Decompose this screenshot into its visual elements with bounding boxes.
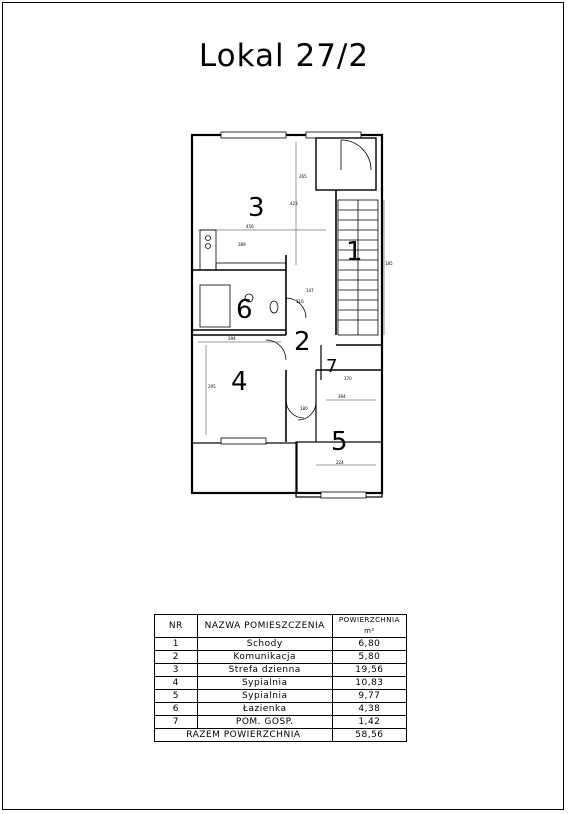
dim-label: 116 — [296, 299, 304, 304]
room-area: 5,80 — [332, 651, 406, 664]
door-swing — [341, 140, 371, 170]
dim-label: 423 — [290, 201, 298, 206]
header-nr: NR — [155, 615, 198, 638]
outer-wall — [192, 135, 382, 493]
room-nr: 2 — [155, 651, 198, 664]
room-name: Komunikacja — [197, 651, 332, 664]
room-nr: 6 — [155, 703, 198, 716]
header-name: NAZWA POMIESZCZENIA — [197, 615, 332, 638]
window-top-right — [306, 132, 361, 138]
page-title: Lokal 27/2 — [198, 38, 370, 74]
dim-label: 170 — [344, 376, 352, 381]
room-nr: 5 — [155, 690, 198, 703]
table-row — [155, 703, 407, 716]
room-nr: 7 — [155, 716, 198, 729]
room-area: 6,80 — [332, 638, 406, 651]
room-name: Łazienka — [197, 703, 332, 716]
room-label-5: 5 — [331, 427, 348, 457]
room-label-3: 3 — [248, 193, 265, 223]
table-total-row — [155, 729, 407, 742]
dim-label: 224 — [336, 460, 344, 465]
room-name: Schody — [197, 638, 332, 651]
dim-label: 295 — [208, 384, 216, 389]
dim-label: 147 — [306, 288, 314, 293]
stair-treads — [338, 200, 378, 335]
room-label-7: 7 — [326, 356, 338, 377]
balcony — [192, 443, 297, 493]
total-value: 58,56 — [332, 729, 406, 742]
toilet — [270, 301, 278, 313]
dim-label: 180 — [300, 406, 308, 411]
room-area: 9,77 — [332, 690, 406, 703]
table-row — [155, 690, 407, 703]
room-area: 1,42 — [332, 716, 406, 729]
dim-label: 185 — [385, 261, 393, 266]
table-row — [155, 651, 407, 664]
room-name: Sypialnia — [197, 690, 332, 703]
window-top — [221, 132, 286, 138]
room-area-table — [154, 614, 407, 742]
room-nr: 1 — [155, 638, 198, 651]
room-label-6: 6 — [236, 295, 253, 325]
dim-label: 456 — [246, 224, 254, 229]
kitchen-counter — [200, 230, 216, 270]
room-name: Strefa dzienna — [197, 664, 332, 677]
balcony-top-right — [316, 138, 376, 190]
table-row — [155, 638, 407, 651]
room-name: POM. GOSP. — [197, 716, 332, 729]
bathtub — [200, 285, 230, 327]
dim-label: 394 — [338, 394, 346, 399]
table-row — [155, 716, 407, 729]
table-header-row — [155, 615, 407, 638]
dim-label: 265 — [299, 174, 307, 179]
header-area: POWIERZCHNIA m² — [332, 615, 406, 638]
floor-plan — [186, 120, 396, 515]
room-label-4: 4 — [231, 367, 248, 397]
room-area: 4,38 — [332, 703, 406, 716]
table-row — [155, 664, 407, 677]
floor-plan-drawing — [186, 120, 396, 515]
room-area: 19,56 — [332, 664, 406, 677]
kitchen-counter-bottom — [216, 263, 286, 270]
dim-label: 389 — [238, 242, 246, 247]
total-label: RAZEM POWIERZCHNIA — [155, 729, 333, 742]
table-row — [155, 677, 407, 690]
room-area: 10,83 — [332, 677, 406, 690]
room-label-1: 1 — [346, 237, 363, 267]
room-name: Sypialnia — [197, 677, 332, 690]
dim-label: 394 — [228, 336, 236, 341]
room-label-2: 2 — [294, 327, 311, 357]
room-nr: 4 — [155, 677, 198, 690]
room-nr: 3 — [155, 664, 198, 677]
